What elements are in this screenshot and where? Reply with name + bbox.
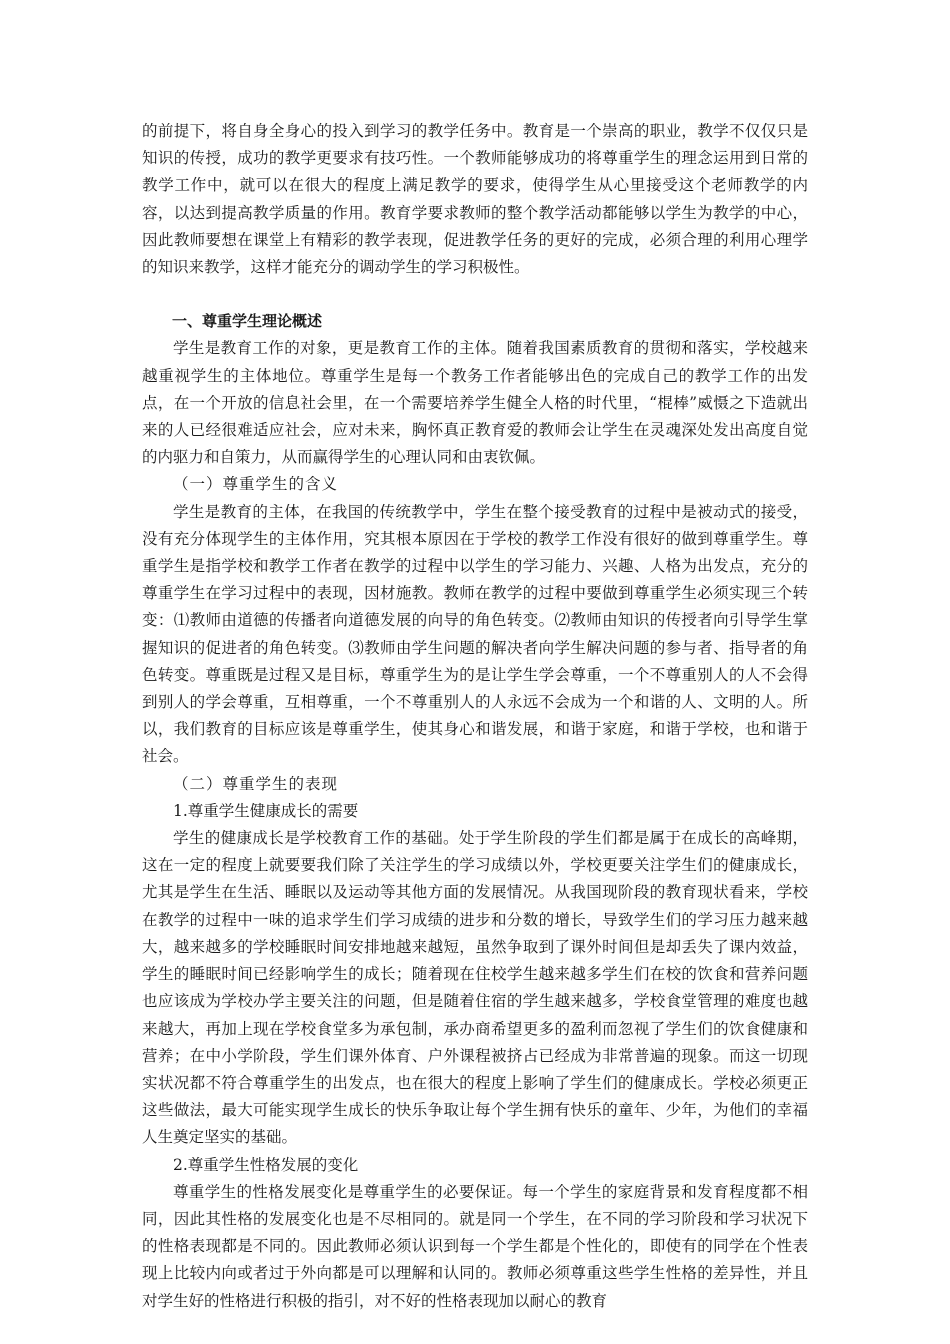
section-heading-1: 一、尊重学生理论概述 <box>172 312 323 331</box>
subsection-heading-2: （二）尊重学生的表现 <box>173 774 339 793</box>
intro-paragraph: 的前提下，将自身全身心的投入到学习的教学任务中。教育是一个崇高的职业，教学不仅仅只是知识的传授，成功的教学更要求有技巧性。一个教师能够成功的将尊重学生的理念运用到日常的教学工作中，就可以在很大的程度上满足教学的要求，使得学生从心里接受这个老师教学的内容，以达到提高教学质量的作用。教育学要求教师的整个教学活动都能够以学生为教学的中心，因此教师要想在课堂上有精彩的教学表现，促进教学任务的更好的完成，必须合理的利用心理学的知识来教学，这样才能充分的调动学生的学习积极性。 <box>142 122 808 277</box>
section-1-paragraph: 学生是教育工作的对象，更是教育工作的主体。随着我国素质教育的贯彻和落实，学校越来越重视学生的主体地位。尊重学生是每一个教务工作者能够出色的完成自己的教学工作的出发点，在一个开放的信息社会里，在一个需要培养学生健全人格的时代里，“棍棒”威慑之下造就出来的人已经很难适应社会，应对未来，胸怀真正教育爱的教师会让学生在灵魂深处发出高度自觉的内驱力和自策力，从而赢得学生的心理认同和由衷钦佩。 <box>142 339 808 467</box>
item-1-paragraph: 学生的健康成长是学校教育工作的基础。处于学生阶段的学生们都是属于在成长的高峰期，这在一定的程度上就要要我们除了关注学生的学习成绩以外，学校更要关注学生们的健康成长，尤其是学生在生活、睡眠以及运动等其他方面的发展情况。从我国现阶段的教育现状看来，学校在教学的过程中一味的追求学生们学习成绩的进步和分数的增长，导致学生们的学习压力越来越大，越来越多的学校睡眠时间安排地越来越短，虽然争取到了课外时间但是却丢失了课内效益，学生的睡眠时间已经影响学生的成长；随着现在住校学生越来越多学生们在校的饮食和营养问题也应该成为学校办学主要关注的问题，但是随着住宿的学生越来越多，学校食堂管理的难度也越来越大，再加上现在学校食堂多为承包制，承办商希望更多的盈利而忽视了学生们的饮食健康和营养；在中小学阶段，学生们课外体育、户外课程被挤占已经成为非常普遍的现象。而这一切现实状况都不符合尊重学生的出发点，也在很大的程度上影响了学生们的健康成长。学校必须更正这些做法，最大可能实现学生成长的快乐争取让每个学生拥有快乐的童年、少年，为他们的幸福人生奠定坚实的基础。 <box>142 829 808 1147</box>
item-2-paragraph: 尊重学生的性格发展变化是尊重学生的必要保证。每一个学生的家庭背景和发育程度都不相同，因此其性格的发展变化也是不尽相同的。就是同一个学生，在不同的学习阶段和学习状况下的性格表现都是不同的。因此教师必须认识到每一个学生都是个性化的，即使有的同学在个性表现上比较内向或者过于外向都是可以理解和认同的。教师必须尊重这些学生性格的差异性，并且对学生好的性格进行积极的指引，对不好的性格表现加以耐心的教育 <box>142 1182 808 1310</box>
subsection-heading-1: （一）尊重学生的含义 <box>173 475 339 494</box>
item-heading-1: 1.尊重学生健康成长的需要 <box>173 801 359 820</box>
item-heading-2: 2.尊重学生性格发展的变化 <box>173 1155 359 1174</box>
subsection-1-paragraph: 学生是教育的主体，在我国的传统教学中，学生在整个接受教育的过程中是被动式的接受，没有充分体现学生的主体作用，究其根本原因在于学校的教学工作没有很好的做到尊重学生。尊重学生是指学校和教学工作者在教学的过程中以学生的学习能力、兴趣、人格为出发点，充分的尊重学生在学习过程中的表现，因材施教。教师在教学的过程中要做到尊重学生必须实现三个转变：⑴教师由道德的传播者向道德发展的向导的角色转变。⑵教师由知识的传授者向引导学生掌握知识的促进者的角色转变。⑶教师由学生问题的解决者向学生解决问题的参与者、指导者的角色转变。尊重既是过程又是目标，尊重学生为的是让学生学会尊重，一个不尊重别人的人不会得到别人的学会尊重，互相尊重，一个不尊重别人的人永远不会成为一个和谐的人、文明的人。所以，我们教育的目标应该是尊重学生，使其身心和谐发展，和谐于家庭，和谐于学校，也和谐于社会。 <box>142 502 808 766</box>
document-page <box>142 118 808 1315</box>
